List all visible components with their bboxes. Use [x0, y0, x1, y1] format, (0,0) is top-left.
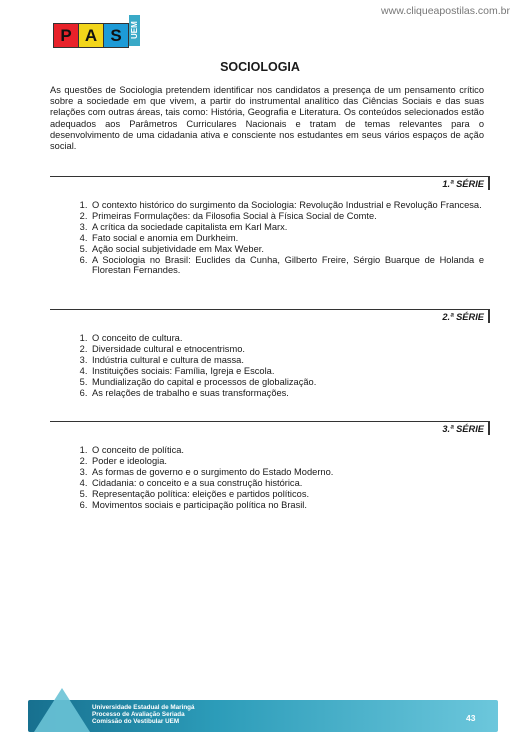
pas-uem-logo	[53, 15, 139, 47]
page-title: SOCIOLOGIA	[220, 60, 300, 74]
section-marker	[488, 310, 490, 323]
topic-list	[72, 333, 484, 398]
logo-uem-text: UEM	[129, 15, 140, 46]
section-divider	[50, 309, 490, 310]
list-item: 3. Indústria cultural e cultura de massa.	[90, 355, 484, 366]
list-item: 5. Ação social subjetividade em Max Weber.	[90, 244, 484, 255]
list-item: 5. Representação política: eleições e partidos políticos.	[90, 489, 484, 500]
logo-letter-s: S	[103, 23, 129, 48]
list-item: 1. O conceito de política.	[90, 445, 484, 456]
section-divider	[50, 176, 490, 177]
logo-letter-a: A	[78, 23, 104, 48]
list-item: 1. O contexto histórico do surgimento da Sociologia: Revolução Industrial e Revolução Francesa.	[90, 200, 484, 211]
section-divider	[50, 421, 490, 422]
list-item: 2. Diversidade cultural e etnocentrismo.	[90, 344, 484, 355]
list-item: 6. Movimentos sociais e participação política no Brasil.	[90, 500, 484, 511]
list-item: 3. As formas de governo e o surgimento do Estado Moderno.	[90, 467, 484, 478]
topic-list	[72, 200, 484, 276]
list-item: 5. Mundialização do capital e processos de globalização.	[90, 377, 484, 388]
list-item: 3. A crítica da sociedade capitalista em Karl Marx.	[90, 222, 484, 233]
serie-label: 2.ª SÉRIE	[442, 312, 484, 322]
list-item: 4. Instituições sociais: Família, Igreja e Escola.	[90, 366, 484, 377]
footer-line: Processo de Avaliação Seriada	[92, 711, 185, 719]
site-url: www.cliqueapostilas.com.br	[381, 5, 510, 17]
footer-triangle-graphic	[34, 688, 90, 732]
list-item: 6. As relações de trabalho e suas transformações.	[90, 388, 484, 399]
list-item: 2. Primeiras Formulações: da Filosofia Social à Física Social de Comte.	[90, 211, 484, 222]
footer-line: Universidade Estadual de Maringá	[92, 704, 195, 711]
footer-institution	[92, 704, 195, 726]
list-item: 6. A Sociologia no Brasil: Euclides da Cunha, Gilberto Freire, Sérgio Buarque de Holanda e Florestan Fernandes.	[90, 255, 484, 277]
list-item: 4. Fato social e anomia em Durkheim.	[90, 233, 484, 244]
serie-section-2	[50, 309, 490, 398]
page-number: 43	[466, 713, 476, 723]
topic-list	[72, 445, 484, 510]
serie-label: 1.ª SÉRIE	[442, 179, 484, 189]
list-item: 4. Cidadania: o conceito e a sua construção histórica.	[90, 478, 484, 489]
page-footer	[0, 680, 520, 736]
intro-paragraph: As questões de Sociologia pretendem identificar nos candidatos a presença de um pensamento crítico sobre a sociedade em que vivem, a partir do instrumental analítico das Ciências Sociais e das suas relações com outras áreas, tais como: História, Geografia e Literatura. Os conteúdos selecionados estão adequados aos Parâmetros Curriculares Nacionais e tratam de temas relevantes para o desenvolvimento de uma cidadania ativa e consciente nos estudantes em seus vários espaços de ação social.	[50, 85, 484, 152]
serie-label: 3.ª SÉRIE	[442, 424, 484, 434]
section-marker	[488, 422, 490, 435]
logo-letter-p: P	[53, 23, 79, 48]
serie-section-3	[50, 421, 490, 510]
footer-line: Comissão do Vestibular UEM	[92, 718, 180, 726]
list-item: 1. O conceito de cultura.	[90, 333, 484, 344]
list-item: 2. Poder e ideologia.	[90, 456, 484, 467]
section-marker	[488, 177, 490, 190]
serie-section-1	[50, 176, 490, 276]
